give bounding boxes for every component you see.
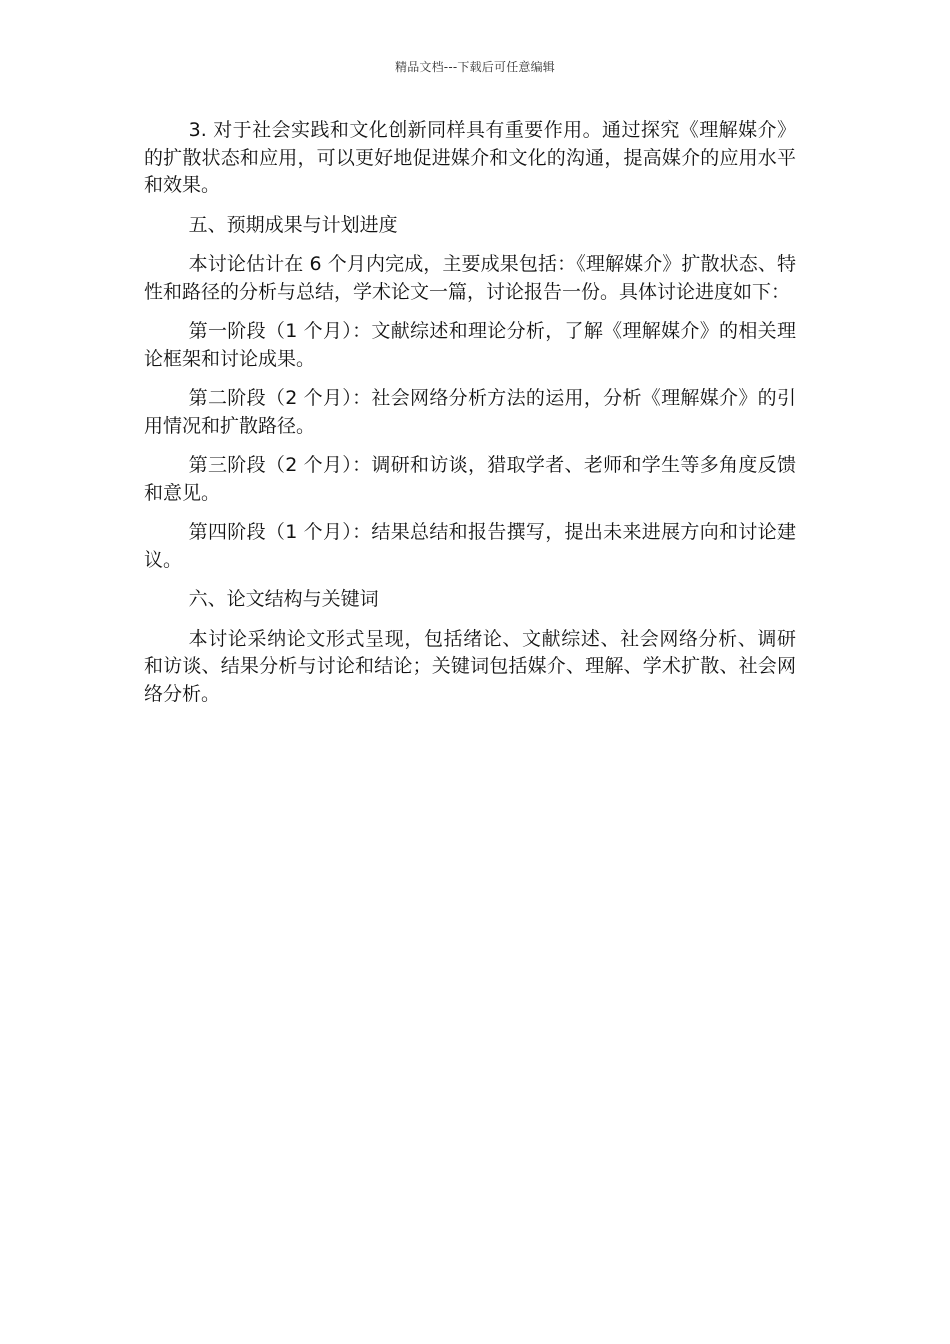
- section-heading-expected-results: 五、预期成果与计划进度: [188, 213, 398, 236]
- paragraph-stage-4: 第四阶段（1 个月）：结果总结和报告撰写，提出未来进展方向和讨论建议。: [144, 521, 796, 571]
- paragraph-results-overview: 本讨论估计在 6 个月内完成，主要成果包括：《理解媒介》扩散状态、特性和路径的分析与总结，学术论文一篇，讨论报告一份。具体讨论进度如下：: [144, 253, 796, 303]
- paragraph-stage-3: 第三阶段（2 个月）：调研和访谈，猎取学者、老师和学生等多角度反馈和意见。: [144, 454, 796, 504]
- paragraph-stage-1: 第一阶段（1 个月）：文献综述和理论分析，了解《理解媒介》的相关理论框架和讨论成果。: [144, 320, 796, 370]
- document-body: [144, 117, 796, 720]
- paragraph-significance-3: 3. 对于社会实践和文化创新同样具有重要作用。通过探究《理解媒介》的扩散状态和应用，可以更好地促进媒介和文化的沟通，提高媒介的应用水平和效果。: [144, 119, 796, 196]
- page-header: 精品文档---下载后可任意编辑: [395, 60, 555, 74]
- paragraph-stage-2: 第二阶段（2 个月）：社会网络分析方法的运用，分析《理解媒介》的引用情况和扩散路径。: [144, 387, 796, 437]
- paragraph-structure-keywords: 本讨论采纳论文形式呈现，包括绪论、文献综述、社会网络分析、调研和访谈、结果分析与讨论和结论；关键词包括媒介、理解、学术扩散、社会网络分析。: [144, 627, 796, 705]
- section-heading-structure-keywords: 六、论文结构与关键词: [188, 588, 379, 610]
